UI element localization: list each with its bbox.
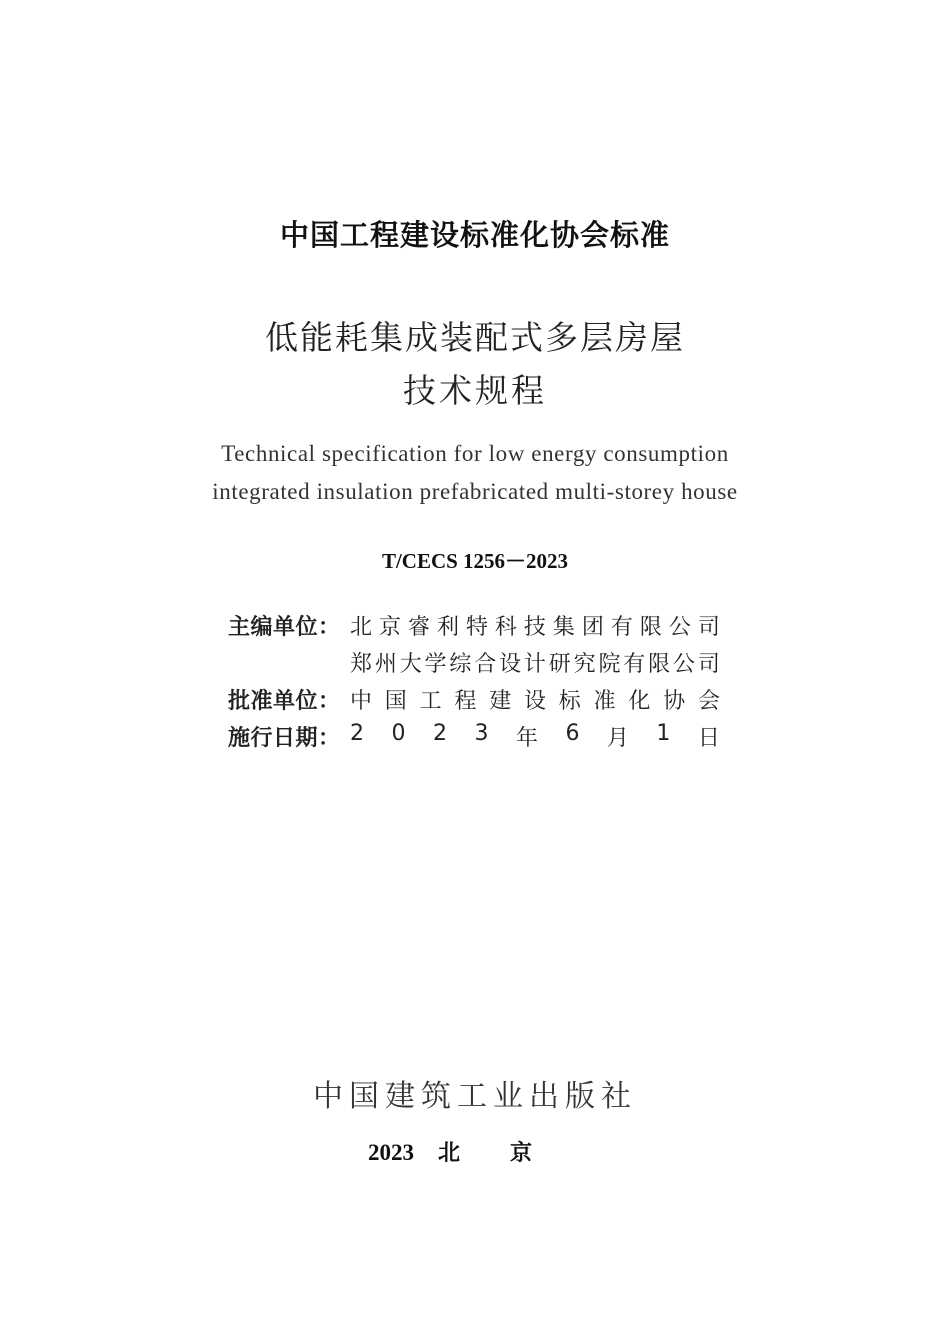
char: 会	[697, 689, 720, 714]
char: 3	[474, 721, 489, 746]
char: 学	[424, 652, 447, 677]
title-chinese-line1: 低能耗集成装配式多层房屋	[265, 318, 685, 357]
char: 科	[494, 615, 517, 640]
char: 程	[454, 689, 477, 714]
approver-row	[228, 681, 728, 718]
char: 设	[523, 689, 546, 714]
char: 设	[499, 652, 522, 677]
char: 州	[374, 652, 397, 677]
char: 集	[552, 615, 575, 640]
char: 月	[606, 726, 629, 751]
char: 团	[581, 615, 604, 640]
char: 标	[558, 689, 581, 714]
publisher: 中国建筑工业出版社	[313, 1079, 637, 1114]
info-block	[228, 607, 728, 755]
char: 协	[663, 689, 686, 714]
char: 究	[573, 652, 596, 677]
char: 综	[449, 652, 472, 677]
char: 司	[697, 652, 720, 677]
char: 睿	[407, 615, 430, 640]
char: 计	[523, 652, 546, 677]
char: 1	[656, 721, 671, 746]
char: 限	[639, 615, 662, 640]
char: 建	[489, 689, 512, 714]
char: 研	[548, 652, 571, 677]
effective-date-label: 施行日期：	[228, 726, 341, 751]
char: 有	[610, 615, 633, 640]
char: 化	[628, 689, 651, 714]
char: 北	[350, 615, 373, 640]
publication-city: 北京	[437, 1141, 582, 1166]
char: 公	[668, 615, 691, 640]
title-chinese-line2: 技术规程	[403, 371, 547, 410]
char: 利	[436, 615, 459, 640]
char: 国	[384, 689, 407, 714]
approver-org	[350, 684, 720, 715]
standard-organization: 中国工程建设标准化协会标准	[279, 218, 670, 252]
char: 0	[391, 721, 406, 746]
publication-year: 2023	[367, 1140, 414, 1165]
char: 京	[378, 615, 401, 640]
standard-number: T/CECS 1256－2023	[381, 549, 569, 573]
editor-org-2	[350, 647, 720, 678]
char: 司	[697, 615, 720, 640]
char: 限	[648, 652, 671, 677]
char: 大	[399, 652, 422, 677]
char: 2	[350, 721, 364, 746]
char: 中	[350, 689, 373, 714]
char: 工	[419, 689, 442, 714]
char: 院	[598, 652, 621, 677]
editor-label: 主编单位：	[228, 615, 341, 640]
approver-label: 批准单位：	[228, 689, 341, 714]
char: 特	[465, 615, 488, 640]
char: 2	[432, 721, 447, 746]
editor-row-2	[228, 644, 728, 681]
effective-date	[350, 721, 720, 752]
char: 合	[474, 652, 497, 677]
char: 技	[523, 615, 546, 640]
title-english-line2: integrated insulation prefabricated multi-storey house	[212, 479, 738, 504]
char: 有	[623, 652, 646, 677]
char: 公	[672, 652, 695, 677]
editor-org-1	[350, 610, 720, 641]
char: 年	[515, 726, 538, 751]
char: 郑	[350, 652, 373, 677]
effective-date-row	[228, 718, 728, 755]
char: 准	[593, 689, 616, 714]
publication-line	[0, 1136, 950, 1167]
char: 日	[697, 726, 720, 751]
char: 6	[565, 721, 580, 746]
editor-row	[228, 607, 728, 644]
title-english-line1: Technical specification for low energy consumption	[221, 441, 729, 466]
